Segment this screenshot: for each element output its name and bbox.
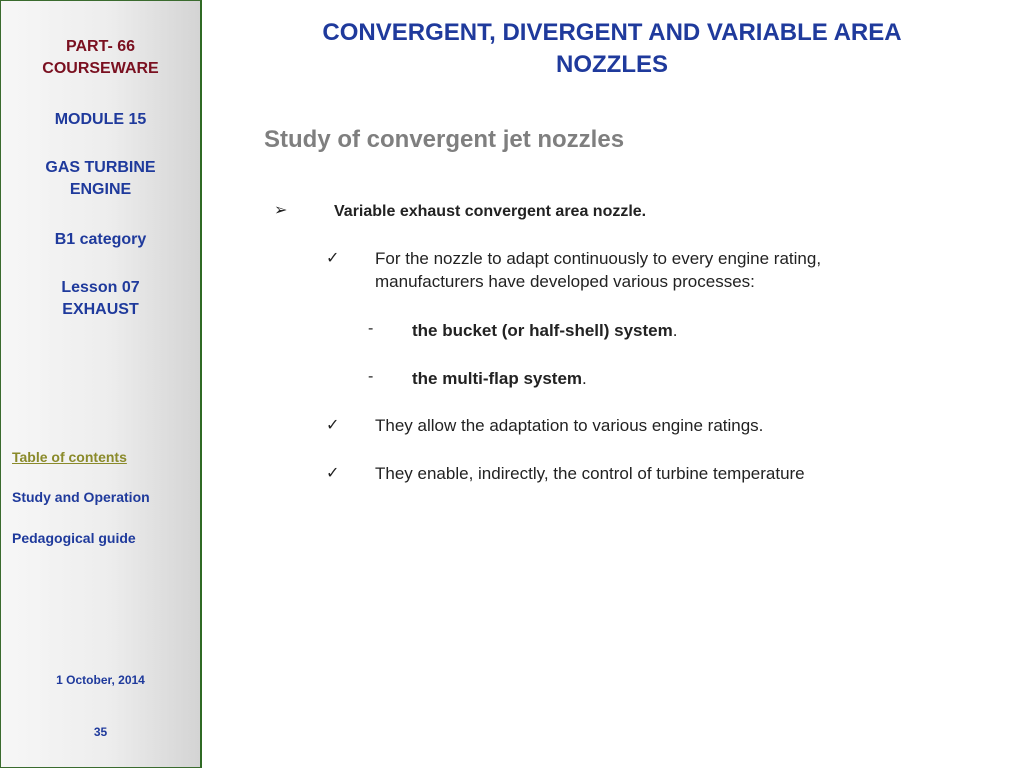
check-item-1-line2: manufacturers have developed various processes: (375, 272, 755, 291)
dash-item-2 (412, 367, 587, 390)
title-line1: CONVERGENT, DIVERGENT AND VARIABLE AREA (322, 19, 902, 46)
dash-item-1-text: the bucket (or half-shell) system (412, 321, 673, 340)
dash-bullet-icon: - (368, 368, 374, 385)
lesson-number: Lesson 07 (61, 279, 140, 296)
engine-line2: ENGINE (69, 181, 132, 198)
checkmark-icon: ✓ (326, 417, 340, 434)
course-part: PART- 66 (65, 38, 136, 55)
check-item-2: They allow the adaptation to various engine ratings. (375, 416, 764, 435)
check-item-1 (375, 247, 821, 293)
engine-line1: GAS TURBINE (45, 159, 156, 176)
dash-item-2-text: the multi-flap system (412, 369, 583, 388)
bullet-heading: Variable exhaust convergent area nozzle. (334, 203, 647, 220)
slide-title (220, 17, 1004, 81)
module-label: MODULE 15 (54, 111, 147, 128)
arrow-bullet-icon: ➢ (274, 202, 288, 219)
dash-item-2-period: . (582, 369, 587, 388)
study-and-operation-link[interactable]: Study and Operation (12, 489, 150, 505)
engine-label (1, 157, 200, 201)
check-item-3: They enable, indirectly, the control of turbine temperature (375, 464, 805, 483)
title-line2: NOZZLES (556, 51, 668, 78)
sidebar (0, 0, 202, 768)
table-of-contents-link[interactable]: Table of contents (12, 449, 127, 465)
slide-date: 1 October, 2014 (56, 673, 145, 687)
dash-bullet-icon: - (368, 320, 374, 337)
checkmark-icon: ✓ (326, 250, 340, 267)
dash-item-1-period: . (672, 321, 678, 340)
pedagogical-guide-link[interactable]: Pedagogical guide (12, 530, 136, 546)
category-label: B1 category (54, 231, 147, 248)
lesson-name: EXHAUST (62, 301, 139, 318)
check-item-1-line1: For the nozzle to adapt continuously to every engine rating, (375, 249, 822, 268)
slide-subtitle: Study of convergent jet nozzles (264, 126, 625, 153)
page-number: 35 (93, 725, 108, 739)
course-label (1, 36, 200, 80)
lesson-label (1, 277, 200, 321)
course-type: COURSEWARE (42, 60, 159, 77)
dash-item-1 (412, 319, 677, 342)
checkmark-icon: ✓ (326, 465, 340, 482)
